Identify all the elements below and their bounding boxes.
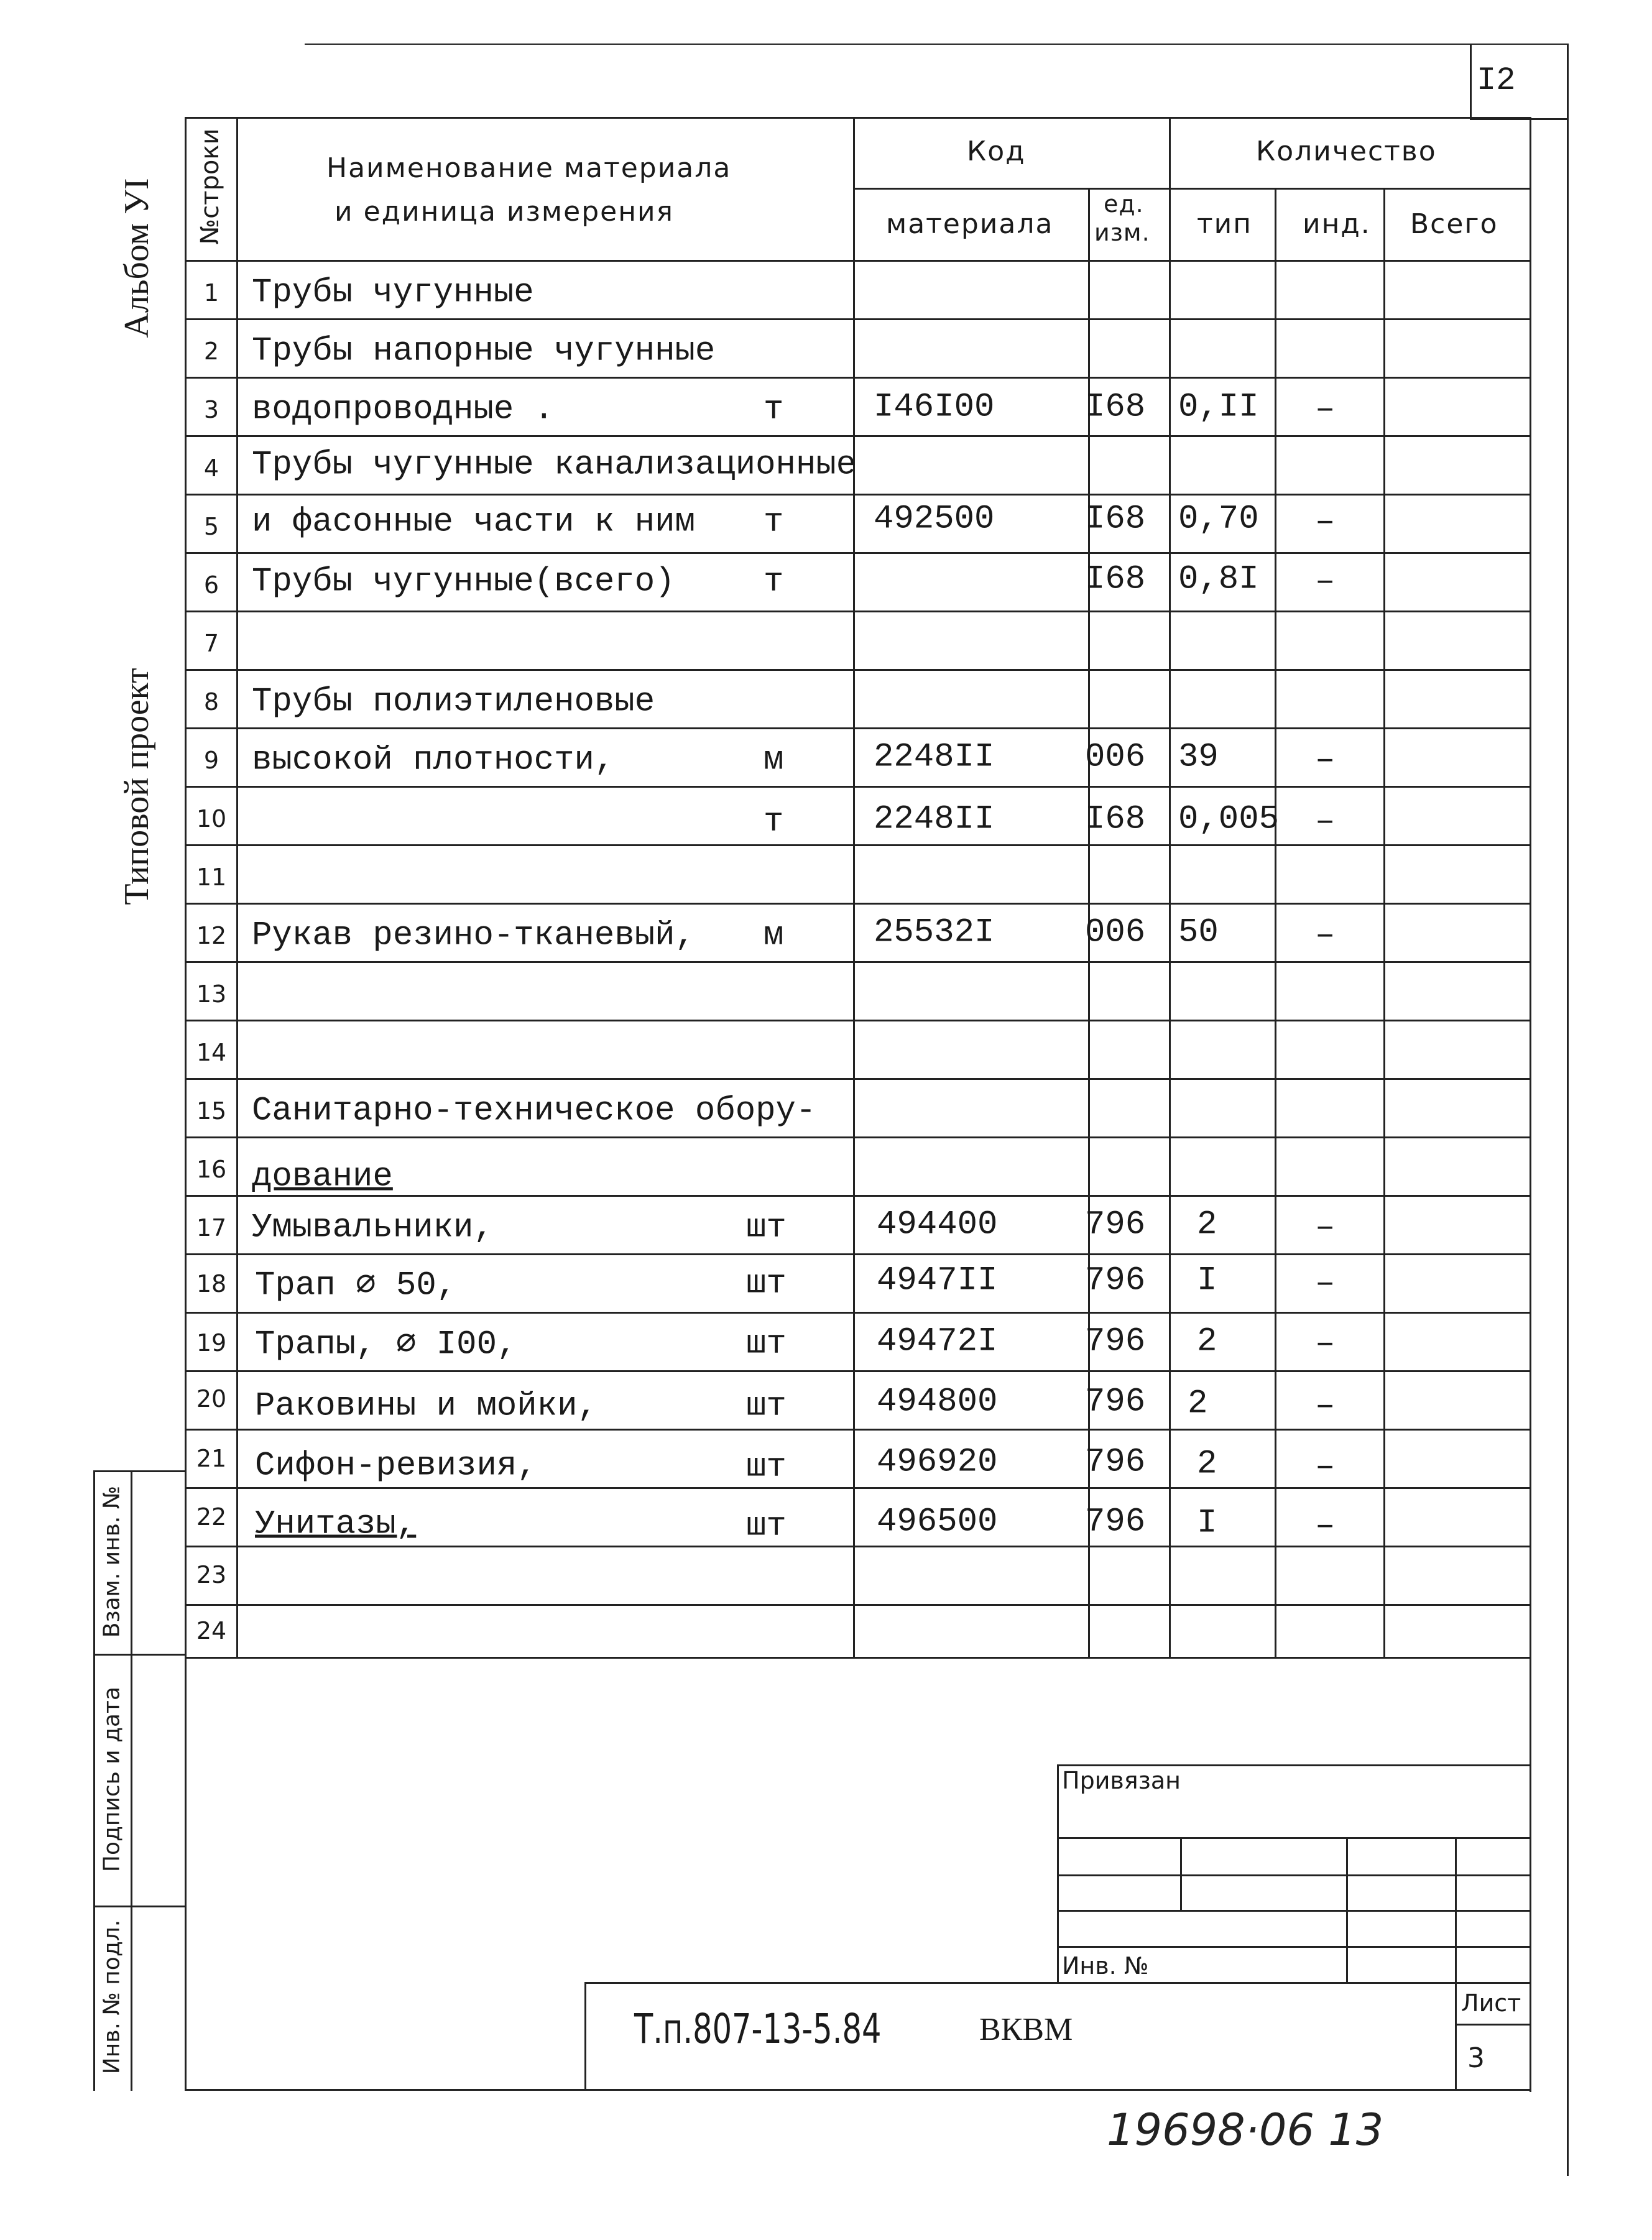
row-line [185,1253,1530,1255]
row-number: 22 [196,1503,227,1531]
sheet-number-top: I2 [1477,62,1516,99]
row-line [185,1429,1530,1431]
row-line [185,961,1530,963]
row-line [185,1312,1530,1314]
row-unit-code: 796 [1085,1503,1146,1541]
row-line [185,1136,1530,1138]
row-line [185,727,1530,729]
row-qty-type: 2 [1197,1205,1217,1244]
privyazan-col-3 [1455,1837,1457,2091]
row-unit: т [764,803,784,841]
row-qty-ind: – [1315,741,1336,780]
row-number: 19 [196,1329,227,1357]
stamp-top [93,1470,187,1472]
row-unit: м [764,916,784,955]
row-number: 18 [196,1270,227,1297]
row-line [185,1604,1530,1606]
row-qty-type: 2 [1188,1385,1208,1423]
row-line [185,1020,1530,1021]
row-qty-type: 0,005 [1178,800,1280,839]
title-block-left [584,1982,586,2091]
sheet-number-box-left [1470,44,1472,119]
row-unit: т [764,390,784,429]
table-right-border [1530,117,1531,1659]
row-name: Трап ∅ 50, [255,1266,457,1305]
row-unit-code: 796 [1085,1261,1146,1300]
stamp-label-orig-inv: Инв. № подл. [99,1919,125,2075]
stamp-column-left [93,1470,95,2091]
row-line [185,435,1530,437]
row-unit-code: I68 [1085,500,1146,538]
row-number: 1 [203,279,219,307]
sheet-label: Лист [1461,1989,1521,2017]
row-line [185,611,1530,612]
row-name: Санитарно-техническое обору- [252,1092,816,1130]
row-unit-code: 006 [1085,738,1146,777]
row-unit: м [764,741,784,780]
privyazan-label: Привязан [1062,1767,1181,1794]
row-qty-ind: – [1315,1325,1336,1363]
row-material-code: 25532I [874,913,995,952]
inv-no-label: Инв. № [1062,1952,1149,1980]
row-name: водопроводные . [252,390,555,429]
row-material-code: 2248II [874,738,995,777]
footer-registration-number: 19698·06 13 [1107,2104,1384,2155]
col-sep-name [853,117,855,1659]
row-unit-code: 796 [1085,1205,1146,1244]
row-number: 8 [203,688,219,716]
row-qty-ind: – [1315,1209,1336,1247]
row-unit: шт [746,1325,787,1363]
row-number: 15 [196,1097,227,1125]
row-number: 23 [196,1561,227,1588]
row-material-code: 496500 [877,1503,998,1541]
header-quantity: Количество [1256,136,1437,167]
privyazan-row-4 [1057,1946,1531,1948]
row-name: и фасонные части к ним [252,503,695,542]
row-number: 9 [203,747,219,774]
stamp-sep-1 [93,1654,187,1656]
row-line [185,1487,1530,1489]
table-header-bottom [185,260,1530,262]
row-name: Сифон-ревизия, [255,1447,537,1485]
title-block-top [584,1982,1531,1984]
row-line [185,494,1530,495]
row-line [185,552,1530,554]
header-row-number: №строки [196,128,224,245]
row-name: Трубы чугунные(всего) [252,563,675,601]
row-number: 6 [203,571,219,599]
row-line [185,844,1530,846]
row-qty-type: 0,II [1178,388,1259,426]
row-material-code: 4947II [877,1261,998,1300]
row-number: 24 [196,1617,227,1644]
row-number: 12 [196,922,227,949]
privyazan-left [1057,1764,1059,1982]
privyazan-row-1 [1057,1837,1531,1839]
privyazan-col-2 [1346,1837,1348,1982]
col-sep-unitcode [1169,117,1171,1659]
header-code: Код [967,136,1026,167]
row-material-code: 494400 [877,1205,998,1244]
row-unit-code: 796 [1085,1383,1146,1421]
row-number: 21 [196,1445,227,1472]
row-number: 17 [196,1214,227,1242]
row-number: 14 [196,1039,227,1066]
table-top-border [185,117,1530,119]
stamp-sep-2 [93,1906,187,1907]
row-qty-ind: – [1315,803,1336,841]
top-border-line [305,44,1567,45]
header-name-sub: и единица измерения [335,196,675,228]
project-label: Типовой проект [118,668,156,905]
frame-bottom [185,2089,1531,2091]
header-sub-line [853,188,1530,190]
row-name: Трапы, ∅ I00, [255,1325,517,1364]
header-qty-total: Всего [1410,208,1498,240]
row-name: дование [252,1158,393,1196]
row-qty-type: 2 [1197,1445,1217,1483]
stamp-label-signature-date: Подпись и дата [99,1686,125,1873]
row-number: 7 [203,630,219,657]
row-number: 20 [196,1385,227,1413]
row-line [185,669,1530,671]
row-material-code: I46I00 [874,388,995,426]
album-label: Альбом УI [118,178,156,338]
row-unit: шт [746,1265,787,1303]
row-qty-ind: – [1315,1387,1336,1426]
sheet-label-sep [1455,2024,1531,2026]
row-qty-type: I [1197,1261,1217,1300]
header-name: Наименование материала [326,152,732,184]
row-name: Раковины и мойки, [255,1387,598,1426]
header-unit-line1: ед. [1104,190,1144,218]
row-qty-ind: – [1315,1448,1336,1486]
row-name: Унитазы, [255,1505,417,1544]
row-material-code: 496920 [877,1443,998,1482]
row-line [185,1370,1530,1372]
header-qty-ind: инд. [1303,208,1371,240]
row-name: Умывальники, [252,1209,494,1247]
row-number: 11 [196,864,227,891]
row-name: Рукав резино-тканевый, [252,916,695,955]
row-unit: шт [746,1209,787,1247]
sheet-value: 3 [1467,2042,1485,2074]
row-number: 4 [203,454,219,482]
row-unit-code: 006 [1085,913,1146,952]
col-sep-ind [1383,188,1385,1659]
row-material-code: 49472I [877,1322,998,1361]
row-name: высокой плотности, [252,741,615,780]
row-unit-code: I68 [1085,800,1146,839]
row-number: 10 [196,805,227,832]
row-qty-type: 50 [1178,913,1219,952]
row-qty-type: 0,8I [1178,560,1259,599]
row-line [185,786,1530,788]
row-number: 16 [196,1156,227,1183]
right-border-line [1567,44,1569,2176]
row-material-code: 494800 [877,1383,998,1421]
row-number: 13 [196,980,227,1008]
privyazan-col-1 [1180,1837,1182,1910]
privyazan-row-2 [1057,1874,1531,1876]
row-qty-ind: – [1315,1507,1336,1546]
row-number: 5 [203,513,219,540]
row-name: Трубы полиэтиленовые [252,683,655,721]
row-unit: т [764,563,784,601]
row-qty-type: 0,70 [1178,500,1259,538]
row-name: Трубы напорные чугунные [252,332,716,371]
row-unit-code: I68 [1085,388,1146,426]
row-name: Трубы чугунные [252,274,534,312]
row-line [185,1078,1530,1080]
stamp-label-replace-inv: Взам. инв. № [99,1485,125,1638]
header-unit-line2: изм. [1094,219,1150,246]
row-unit-code: I68 [1085,560,1146,599]
row-qty-ind: – [1315,916,1336,955]
row-line [185,377,1530,379]
row-unit: шт [746,1507,787,1546]
row-unit: шт [746,1448,787,1486]
row-material-code: 492500 [874,500,995,538]
row-number: 2 [203,338,219,365]
row-material-code: 2248II [874,800,995,839]
header-qty-type: тип [1197,208,1252,240]
privyazan-row-3 [1057,1910,1531,1912]
row-unit: т [764,503,784,542]
stamp-column-divider [131,1470,132,2091]
row-qty-type: 2 [1197,1322,1217,1361]
row-line [185,903,1530,905]
row-number: 3 [203,396,219,423]
row-line [185,1546,1530,1547]
row-qty-ind: – [1315,503,1336,542]
row-qty-ind: – [1315,390,1336,429]
row-unit: шт [746,1387,787,1426]
privyazan-top [1057,1764,1531,1766]
row-name: Трубы чугунные канализационные [252,446,857,484]
row-qty-ind: – [1315,563,1336,601]
col-sep-type [1275,188,1276,1659]
section-code: ВКВМ [979,2012,1073,2047]
table-bottom-border [185,1657,1530,1659]
row-line [185,318,1530,320]
row-qty-type: 39 [1178,738,1219,777]
row-unit-code: 796 [1085,1443,1146,1482]
row-qty-type: I [1197,1504,1217,1542]
row-unit-code: 796 [1085,1322,1146,1361]
header-code-material: материала [886,208,1054,240]
row-qty-ind: – [1315,1265,1336,1303]
doc-code: Т.п.807-13-5.84 [634,2005,882,2053]
